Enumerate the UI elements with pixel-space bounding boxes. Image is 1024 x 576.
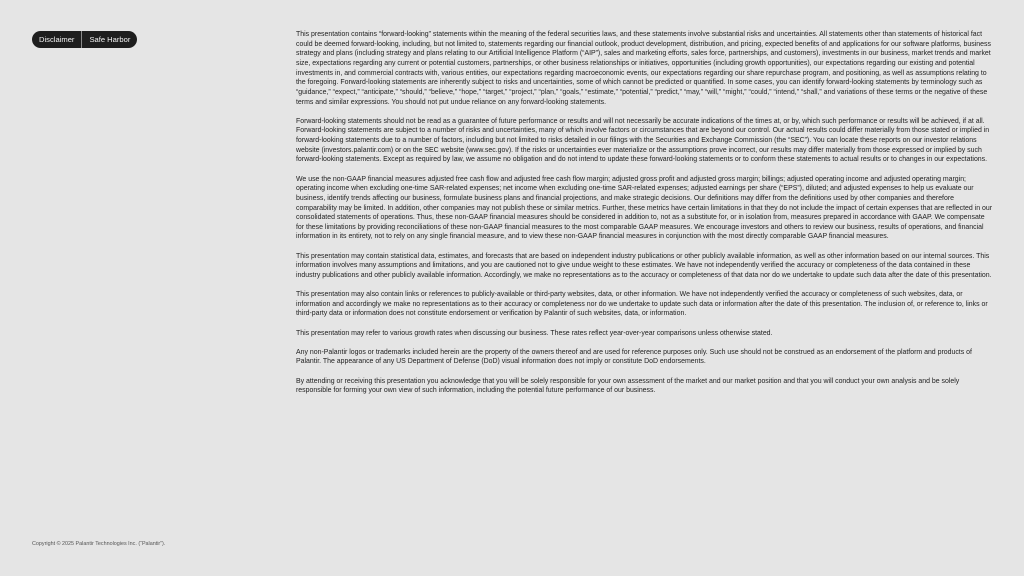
paragraph-acknowledgement: By attending or receiving this presentation you acknowledge that you will be solely responsible for your own assessment of the market and our market position and that you will conduct your own analysis and be solely responsible for forming your own view of such information, including the potential future performance of our business. xyxy=(296,377,960,395)
paragraph-statistical-data: This presentation may contain statistical data, estimates, and forecasts that are based on independent industry publications or other publicly available information, as well as other information based on our internal sources. This information involves many assumptions and limitations, and you are cautioned not to give undue weight to these estimates. We have not independently verified the accuracy or completeness of the data contained in these industry publications and other publicly available information. Accordingly, we make no representations as to the accuracy or completeness of that data nor do we undertake to update such data after the date of this presentation. xyxy=(296,252,992,279)
copyright-notice: Copyright © 2025 Palantir Technologies Inc. (“Palantir”). xyxy=(32,541,166,547)
paragraph-no-guarantee: Forward-looking statements should not be read as a guarantee of future performance or results and will not necessarily be accurate indications of the times at, or by, which such performance or results will be achieved, if at all. Forward-looking statements are subject to a number of risks and uncertainties, many of which involve factors or circumstances that are beyond our control. Our actual results could differ materially from those stated or implied in forward-looking statements due to a number of factors, including but not limited to risks detailed in our filings with the Securities and Exchange Commission (the “SEC”). You can locate these reports on our investor relations website (investors.palantir.com) or on the SEC website (www.sec.gov). If the risks or uncertainties ever materialize or the assumptions prove incorrect, our results may differ materially from those expressed or implied by such forward-looking statements. Except as required by law, we assume no obligation and do not intend to update these forward-looking statements or to conform these statements to actual results or to changes in our expectations. xyxy=(296,117,990,164)
disclaimer-body xyxy=(296,30,992,405)
paragraph-non-gaap: We use the non-GAAP financial measures adjusted free cash flow and adjusted free cash flow margin; adjusted gross profit and adjusted gross margin; billings; adjusted operating income and adjusted operating margin; operating income when excluding one-time SAR-related expenses; net income when excluding one-time SAR-related expenses; adjusted earnings per share (“EPS”), diluted; and adjusted expenses to help us evaluate our business, identify trends affecting our business, formulate business plans and financial projections, and make strategic decisions. Our definitions may differ from the definitions used by other companies and therefore comparability may be limited. In addition, other companies may not publish these or similar metrics. Further, these metrics have certain limitations in that they do not include the impact of certain expenses that are reflected in our consolidated statements of operations. Thus, these non-GAAP financial measures should be considered in addition to, not as a substitute for, or in isolation from, measures prepared in accordance with GAAP. We compensate for these limitations by providing reconciliations of these non-GAAP financial measures to the most comparable GAAP measures. We encourage investors and others to review our business, results of operations, and financial information in its entirety, not to rely on any single financial measure, and to view these non-GAAP financial measures in conjunction with the most directly comparable GAAP financial measures. xyxy=(296,175,993,241)
paragraph-growth-rates: This presentation may refer to various growth rates when discussing our business. These rates reflect year-over-year comparisons unless otherwise stated. xyxy=(296,329,773,337)
paragraph-third-party-links: This presentation may also contain links or references to publicly-available or third-party websites, data, or other information. We have not independently verified the accuracy or completeness of such websites, data, or information and accordingly we make no representations as to their accuracy or completeness nor do we undertake to update such data or information after the date of this presentation. The inclusion of, or reference to, links or third-party data or information does not constitute endorsement or verification by Palantir of such websites, data, or information. xyxy=(296,291,988,318)
disclaimer-label: Disclaimer xyxy=(39,35,75,44)
section-pill xyxy=(32,31,137,48)
paragraph-trademarks: Any non-Palantir logos or trademarks included herein are the property of the owners thereof and are used for reference purposes only. Such use should not be construed as an endorsement of the platform and products of Palantir. The appearance of any US Department of Defense (DoD) visual information does not imply or constitute DoD endorsements. xyxy=(296,348,972,366)
paragraph-forward-looking: This presentation contains “forward-looking” statements within the meaning of the federal securities laws, and these statements involve substantial risks and uncertainties. All statements other than statements of historical fact could be deemed forward-looking, including, but not limited to, statements regarding our financial outlook, product development, distribution, and pricing, expected benefits of and applications for our software platforms, business strategy and plans (including strategy and plans relating to our Artificial Intelligence Platform (“AIP”), sales and marketing efforts, sales force, partnerships, and customers), investments in our business, market trends and market size, expectations regarding any current or potential customers, partnerships, or other business relationships or initiatives, opportunities (including growth opportunities), our expectations regarding our existing and potential investments in, and commercial contracts with, various entities, our expectations regarding macroeconomic events, our expectations regarding our share repurchase program, and positioning, as well as assumptions relating to the foregoing. Forward-looking statements are inherently subject to risks and uncertainties, some of which cannot be predicted or quantified. In some cases, you can identify forward-looking statements by terminology such as “guidance,” “expect,” “anticipate,” “should,” “believe,” “hope,” “target,” “project,” “plan,” “goals,” “estimate,” “potential,” “predict,” “may,” “will,” “might,” “could,” “intend,” “shall,” and variations of these terms or the negative of these terms and similar expressions. You should not put undue reliance on any forward-looking statements. xyxy=(296,31,991,106)
safe-harbor-label: Safe Harbor xyxy=(89,35,131,44)
